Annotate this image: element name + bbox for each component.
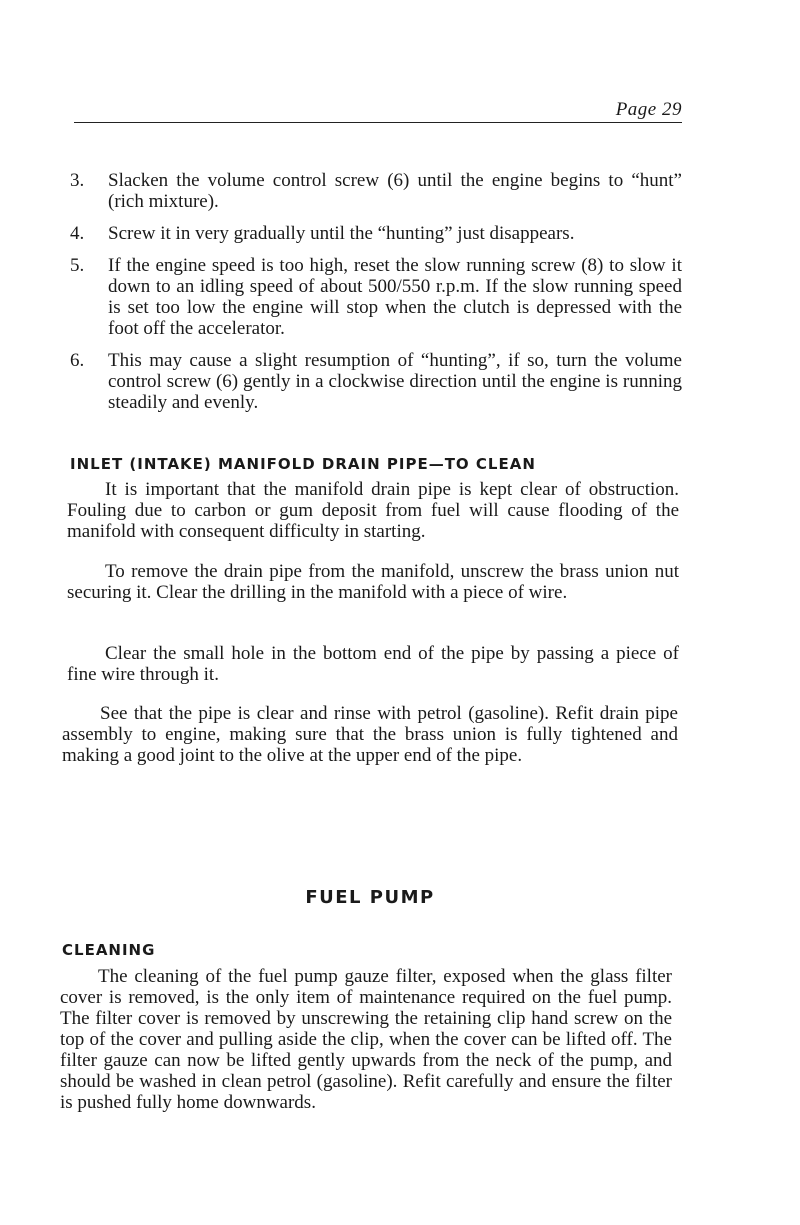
step-item — [70, 350, 682, 413]
inlet-paragraph: It is important that the manifold drain pipe is kept clear of obstruction. Fouling due to carbon or gum deposit from fuel will cause flooding of the manifold with consequent difficulty in starting. — [67, 479, 679, 542]
step-item — [70, 255, 682, 339]
step-text: Slacken the volume control screw (6) until the engine begins to “hunt” (rich mixture). — [108, 170, 682, 212]
fuel-pump-title: FUEL PUMP — [305, 887, 435, 908]
cleaning-paragraph: The cleaning of the fuel pump gauze filter, exposed when the glass filter cover is removed, is the only item of maintenance required on the fuel pump. The filter cover is removed by unscrewing the retaining clip hand screw on the top of the cover and pulling aside the clip, when the cover can be lifted off. The filter gauze can now be lifted gently upwards from the neck of the pump, and should be washed in clean petrol (gasoline). Refit carefully and ensure the filter is pushed fully home downwards. — [60, 966, 672, 1113]
step-number: 6. — [70, 350, 85, 371]
step-text: This may cause a slight resumption of “hunting”, if so, turn the volume control screw (6) gently in a clockwise direction until the engine is running steadily and evenly. — [108, 350, 682, 413]
step-text: Screw it in very gradually until the “hunting” just disappears. — [108, 223, 575, 244]
cleaning-subheading: CLEANING — [62, 941, 156, 959]
page-number: Page 29 — [615, 99, 682, 120]
step-number: 4. — [70, 223, 85, 244]
step-number: 5. — [70, 255, 85, 276]
step-item — [70, 170, 682, 212]
inlet-paragraph: See that the pipe is clear and rinse with petrol (gasoline). Refit drain pipe assembly to engine, making sure that the brass union is fully tightened and making a good joint to the olive at the upper end of the pipe. — [62, 703, 678, 766]
step-item — [70, 223, 682, 244]
step-text: If the engine speed is too high, reset the slow running screw (8) to slow it down to an idling speed of about 500/550 r.p.m. If the slow running speed is set too low the engine will stop when the clutch is depressed with the foot off the accelerator. — [108, 255, 682, 339]
header-rule — [74, 122, 682, 123]
inlet-paragraph: Clear the small hole in the bottom end of the pipe by passing a piece of fine wire through it. — [67, 643, 679, 685]
inlet-paragraph: To remove the drain pipe from the manifold, unscrew the brass union nut securing it. Clear the drilling in the manifold with a piece of wire. — [67, 561, 679, 603]
step-number: 3. — [70, 170, 85, 191]
inlet-manifold-heading: INLET (INTAKE) MANIFOLD DRAIN PIPE—TO CLEAN — [70, 455, 536, 473]
procedure-steps — [70, 170, 682, 424]
